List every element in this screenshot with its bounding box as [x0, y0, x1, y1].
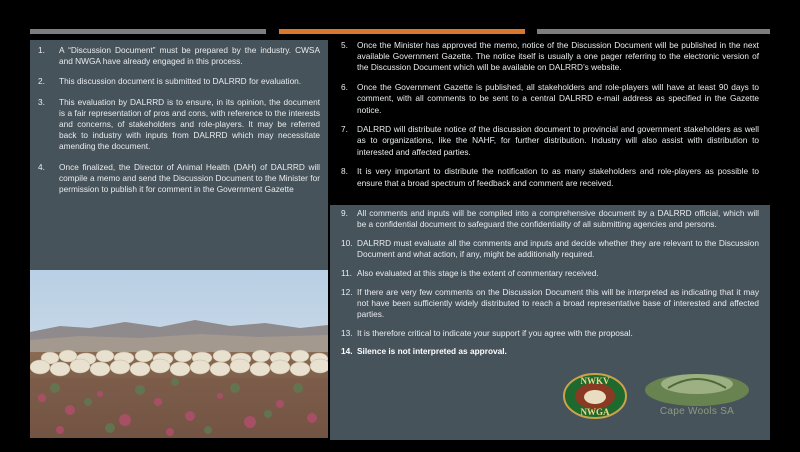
list-item-emphasis: 14. Silence is not interpreted as approval. — [341, 346, 507, 357]
list-item: 12. If there are very few comments on the Discussion Document this will be interpreted as indicating that it may not have been sufficiently widely distributed to reach a broad representative base of interested and affected parties. — [341, 286, 759, 319]
svg-text:NWKV: NWKV — [580, 376, 610, 386]
list-item: 13. It is therefore critical to indicate your support if you agree with the proposal. — [341, 327, 633, 338]
right-top-process-list — [341, 40, 759, 197]
left-process-list — [38, 45, 320, 204]
list-item: 4. Once finalized, the Director of Animal Health (DAH) of DALRRD will compile a memo and send the Discussion Document to the Minister for permission to publish it for comment in the Government Gazette — [38, 161, 320, 195]
list-item: 8. It is very important to distribute the notification to as many stakeholders and role-players as possible to ensure that a broad spectrum of feedback and comment are received. — [341, 166, 759, 188]
accent-bar-left — [30, 29, 266, 34]
list-item: 1. A “Discussion Document” must be prepared by the industry. CWSA and NWGA have already engaged in this process. — [38, 45, 320, 67]
cape-wools-logo — [638, 368, 756, 424]
list-item: 5. Once the Minister has approved the memo, notice of the Discussion Document will be published in the next available Government Gazette. The notice itself is usually a one pager referring to the electronic version of the Discussion Document which will be available on DALRRD’s website. — [341, 40, 759, 73]
list-item: 2. This discussion document is submitted to DALRRD for evaluation. — [38, 76, 302, 87]
accent-bar-orange — [279, 29, 525, 34]
cape-wools-logo-text: Cape Wools SA — [659, 406, 735, 417]
accent-bar-right — [537, 29, 770, 34]
list-item: 3. This evaluation by DALRRD is to ensure, in its opinion, the document is a fair representation of pros and cons, with reference to the interests and concerns, of stakeholders and role-players. It may be referred back to industry with inputs from DALRRD which may necessitate amending the document. — [38, 96, 320, 152]
nwga-logo — [562, 372, 628, 420]
right-bottom-process-list — [341, 208, 759, 365]
svg-text:NWGA: NWGA — [580, 407, 610, 417]
list-item: 9. All comments and inputs will be compiled into a comprehensive document by a DALRRD official, which will be a confidential document to safeguard the confidentiality of all submitting agencies and persons. — [341, 208, 759, 230]
sheep-flock-photo — [30, 270, 328, 438]
list-item: 6. Once the Government Gazette is published, all stakeholders and role-players will have at least 90 days to comment, with all comments to be sent to a central DALRRD e-mail address as specified in the Gazette notice. — [341, 82, 759, 115]
list-item: 10. DALRRD must evaluate all the comments and inputs and decide whether they are relevant to the Discussion Document and what action, if any, might be additionally required. — [341, 237, 759, 260]
list-item: 7. DALRRD will distribute notice of the discussion document to provincial and government stakeholders as well as to organizations, like the NAHF, for further distribution. Industry will also assist with distribution to interested and affected parties. — [341, 124, 759, 157]
list-item: 11. Also evaluated at this stage is the extent of commentary received. — [341, 267, 599, 278]
